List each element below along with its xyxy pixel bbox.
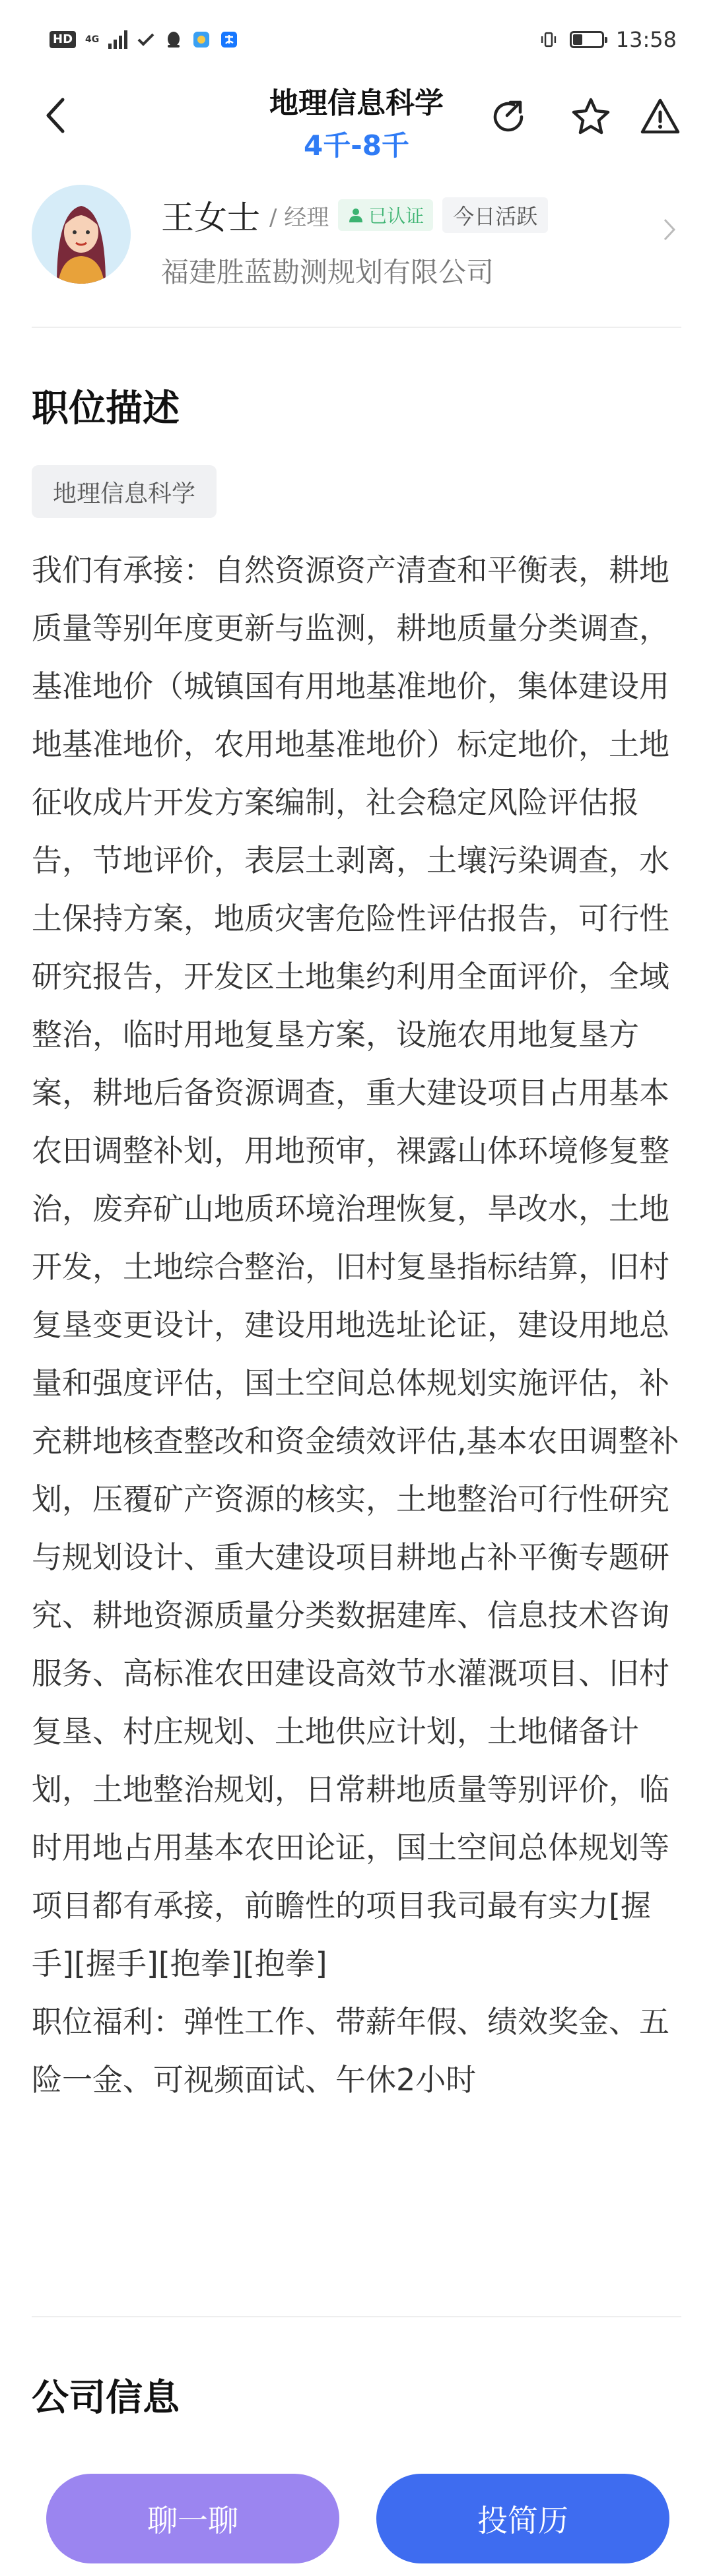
alipay-icon [220, 30, 238, 49]
description-title: 职位描述 [32, 387, 180, 430]
company-info-title: 公司信息 [32, 2377, 180, 2420]
signal-icon [108, 30, 127, 49]
status-left [50, 30, 238, 49]
job-description-text: 我们有承接：自然资源资产清查和平衡表，耕地质量等别年度更新与监测，耕地质量分类调查，基准地价（城镇国有用地基准地价，集体建设用地基准地价，农用地基准地价）标定地价，土地征收成片开发方案编制，社会稳定风险评估报告，节地评价，表层土剥离，土壤污染调查，水土保持方案，地质灾害危险性评估报告，可行性研究报告，开发区土地集约利用全面评价，全域整治，临时用地复垦方案，设施农用地复垦方案，耕地后备资源调查，重大建设项目占用基本农田调整补划，用地预审，裸露山体环境修复整治，废弃矿山地质环境治理恢复，旱改水，土地开发，土地综合整治，旧村复垦指标结算，旧村复垦变更设计，建设用地选址论证，建设用地总量和强度评估，国土空间总体规划实施评估，补充耕地核查整改和资金绩效评估,基本农田调整补划，压覆矿产资源的核实，土地整治可行性研究与规划设计、重大建设项目耕地占补平衡专题研究、耕地资源质量分类数据建库、信息技术咨询服务、高标准农田建设高效节水灌溉项目、旧村复垦、村庄规划、土地供应计划，土地储备计划，土地整治规划，日常耕地质量等别评价，临时用地占用基本农田论证，国土空间总体规划等项目都有承接，前瞻性的项目我司最有实力[握手][握手][抱拳][抱拳] 职位福利：弹性工作、带薪年假、绩效奖金、五险一金、可视频面试、午休2小时 [32, 552, 679, 2098]
network-indicator [85, 35, 99, 45]
header [0, 66, 713, 172]
network-type: 4G [85, 34, 100, 45]
active-badge: 今日活跃 [442, 197, 548, 233]
recruiter-name: 王女士 [161, 199, 260, 237]
share-icon [489, 97, 528, 137]
salary-range: 4千-8千 [304, 129, 409, 162]
verified-badge [338, 199, 433, 231]
page-title: 地理信息科学 [269, 86, 444, 120]
check-icon [137, 30, 155, 49]
job-tag: 地理信息科学 [32, 465, 217, 518]
apply-button[interactable]: 投简历 [376, 2474, 669, 2563]
avatar [32, 185, 131, 284]
chevron-right-icon [658, 218, 681, 242]
action-bar [0, 2461, 713, 2576]
warning-icon [640, 96, 681, 137]
status-right [539, 27, 677, 52]
hd-indicator: HD [50, 31, 76, 48]
verified-label: 已认证 [368, 205, 424, 227]
recruiter-role: / 经理 [269, 204, 329, 231]
favorite-button[interactable] [568, 94, 614, 140]
divider [32, 2316, 681, 2317]
battery-fill [573, 34, 583, 45]
report-button[interactable] [637, 94, 683, 140]
battery-icon [570, 31, 604, 48]
app-icon [192, 30, 211, 49]
divider [32, 327, 681, 328]
star-icon [570, 96, 611, 137]
chat-button[interactable]: 聊一聊 [46, 2474, 339, 2563]
user-verified-icon [347, 207, 364, 224]
vibrate-icon [539, 30, 558, 49]
company-name: 福建胜蓝勘测规划有限公司 [161, 256, 494, 288]
share-button[interactable] [485, 94, 531, 140]
qq-icon [164, 30, 183, 49]
status-time: 13:58 [615, 27, 677, 52]
recruiter-card[interactable] [32, 178, 681, 310]
recruiter-name-row [161, 191, 548, 239]
